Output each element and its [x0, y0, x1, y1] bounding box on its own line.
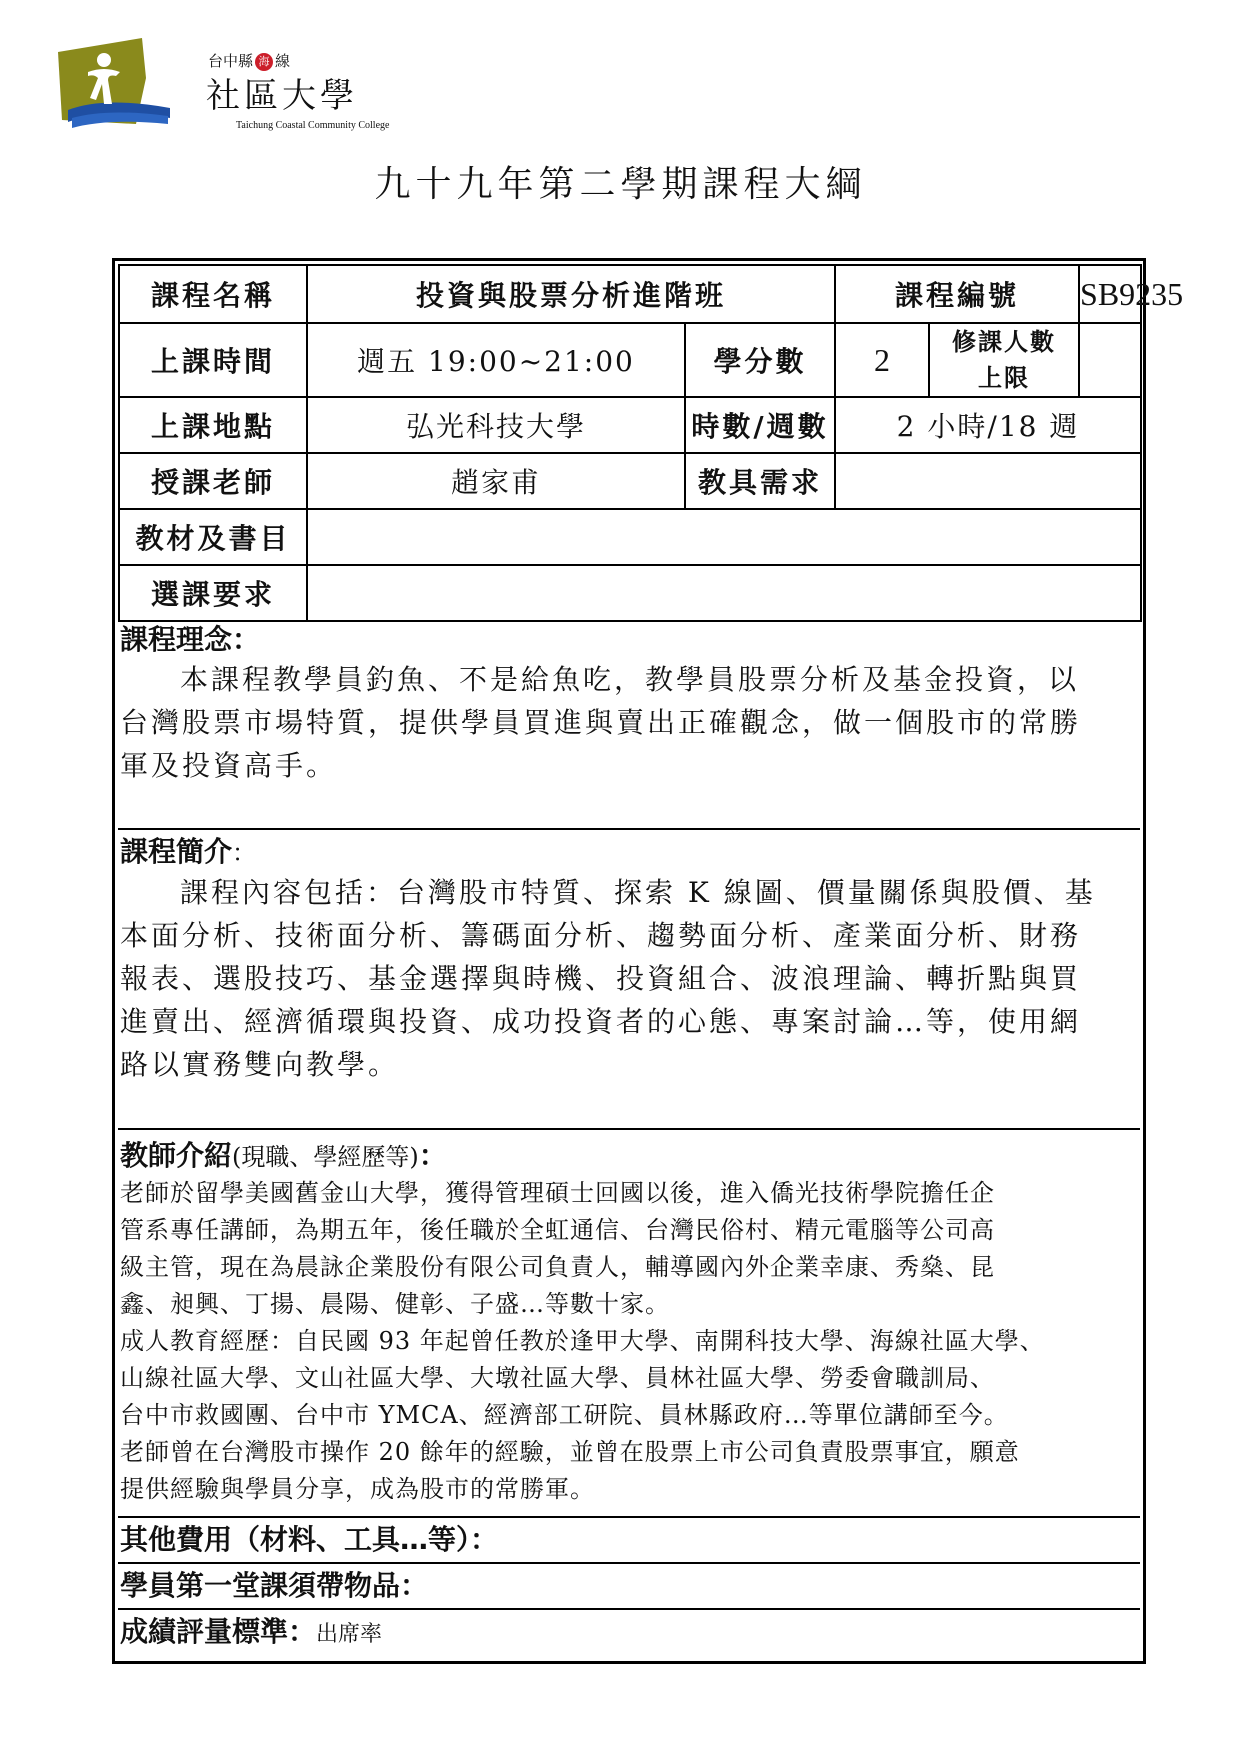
teacher-intro-line: 山線社區大學、文山社區大學、大墩社區大學、員林社區大學、勞委會職訓局、 — [120, 1364, 995, 1392]
intro-heading-row — [118, 834, 1140, 871]
logo-college-english: Taichung Coastal Community College — [236, 120, 390, 131]
max-students-label — [929, 323, 1079, 397]
intro-line: 進賣出、經濟循環與投資、成功投資者的心態、專案討論…等，使用網 — [120, 1005, 1082, 1038]
teacher-intro-line: 老師於留學美國舊金山大學，獲得管理碩士回國以後，進入僑光技術學院擔任企 — [120, 1179, 995, 1207]
grading-value: 出席率 — [316, 1622, 383, 1647]
location-label: 上課地點 — [119, 397, 307, 453]
max-students-value — [1079, 323, 1141, 397]
intro-section — [118, 830, 1140, 1130]
logo-college-name: 社區大學 — [206, 76, 358, 116]
teacher-intro-heading-row — [118, 1138, 1140, 1175]
course-name-label: 課程名稱 — [119, 265, 307, 323]
time-label: 上課時間 — [119, 323, 307, 397]
logo-line: 線 — [275, 52, 291, 70]
philosophy-line: 台灣股票市場特質，提供學員買進與賣出正確觀念，做一個股市的常勝 — [120, 706, 1082, 739]
teacher-intro-line: 成人教育經歷：自民國 93 年起曾任教於逢甲大學、南開科技大學、海線社區大學、 — [120, 1327, 1045, 1355]
philosophy-line: 本課程教學員釣魚、不是給魚吃，教學員股票分析及基金投資，以 — [180, 663, 1080, 696]
college-logo — [58, 36, 390, 134]
equipment-value — [835, 453, 1141, 509]
teacher-label: 授課老師 — [119, 453, 307, 509]
first-class-label: 學員第一堂課須帶物品： — [120, 1569, 429, 1602]
page-title: 九十九年第二學期課程大綱 — [374, 164, 867, 205]
intro-colon: ： — [232, 839, 257, 867]
intro-line: 路以實務雙向教學。 — [120, 1048, 400, 1081]
teacher-intro-line: 老師曾在台灣股市操作 20 餘年的經驗，並曾在股票上市公司負責股票事宜，願意 — [120, 1438, 1020, 1466]
other-fees-row — [118, 1518, 1140, 1564]
max-students-label-line1: 修課人數 — [952, 328, 1057, 356]
other-fees-label: 其他費用（材料、工具…等）： — [120, 1523, 499, 1556]
location-value: 弘光科技大學 — [307, 397, 685, 453]
teacher-intro-line: 級主管，現在為晨詠企業股份有限公司負責人，輔導國內外企業幸康、秀燊、昆 — [120, 1253, 995, 1281]
grading-row — [118, 1610, 1140, 1658]
course-code-label: 課程編號 — [835, 265, 1079, 323]
materials-label: 教材及書目 — [119, 509, 307, 565]
equipment-label: 教具需求 — [685, 453, 835, 509]
time-value: 週五 19:00~21:00 — [307, 323, 685, 397]
course-info-table — [118, 264, 1184, 622]
teacher-intro-line: 管系專任講師，為期五年，後任職於全虹通信、台灣民俗村、精元電腦等公司高 — [120, 1216, 995, 1244]
philosophy-line: 軍及投資高手。 — [120, 749, 338, 782]
hours-value: 2 小時/18 週 — [835, 397, 1141, 453]
course-code-value: SB9235 — [1079, 265, 1141, 323]
hours-label: 時數/週數 — [685, 397, 835, 453]
intro-line: 課程內容包括：台灣股市特質、探索 K 線圖、價量關係與股價、基 — [180, 876, 1096, 909]
teacher-intro-line: 提供經驗與學員分享，成為股市的常勝軍。 — [120, 1475, 595, 1503]
max-students-label-line2: 上限 — [978, 364, 1031, 392]
teacher-intro-heading: 教師介紹 — [120, 1139, 233, 1172]
materials-value — [307, 509, 1141, 565]
logo-county: 台中縣 — [208, 52, 254, 70]
teacher-intro-section — [118, 1130, 1140, 1518]
requirements-label: 選課要求 — [119, 565, 307, 621]
teacher-intro-colon: ： — [418, 1139, 447, 1172]
intro-line: 本面分析、技術面分析、籌碼面分析、趨勢面分析、產業面分析、財務 — [120, 919, 1082, 952]
teacher-intro-line: 台中市救國團、台中市 YMCA、經濟部工研院、員林縣政府…等單位講師至今。 — [120, 1401, 1009, 1429]
course-name-value: 投資與股票分析進階班 — [307, 265, 835, 323]
intro-heading: 課程簡介 — [120, 835, 233, 868]
teacher-intro-line: 鑫、昶興、丁揚、晨陽、健彰、子盛…等數十家。 — [120, 1290, 670, 1318]
teacher-value: 趙家甫 — [307, 453, 685, 509]
requirements-value — [307, 565, 1141, 621]
philosophy-heading: 課程理念： — [120, 623, 261, 656]
credits-label: 學分數 — [685, 323, 835, 397]
philosophy-section — [118, 622, 1140, 830]
credits-value: 2 — [835, 323, 929, 397]
logo-badge: 海 — [255, 53, 273, 71]
college-emblem-icon — [58, 38, 176, 130]
teacher-intro-sub: (現職、學經歷等) — [232, 1143, 419, 1171]
intro-line: 報表、選股技巧、基金選擇與時機、投資組合、波浪理論、轉折點與買 — [120, 962, 1082, 995]
first-class-row — [118, 1564, 1140, 1610]
grading-label: 成績評量標準： — [120, 1615, 317, 1648]
